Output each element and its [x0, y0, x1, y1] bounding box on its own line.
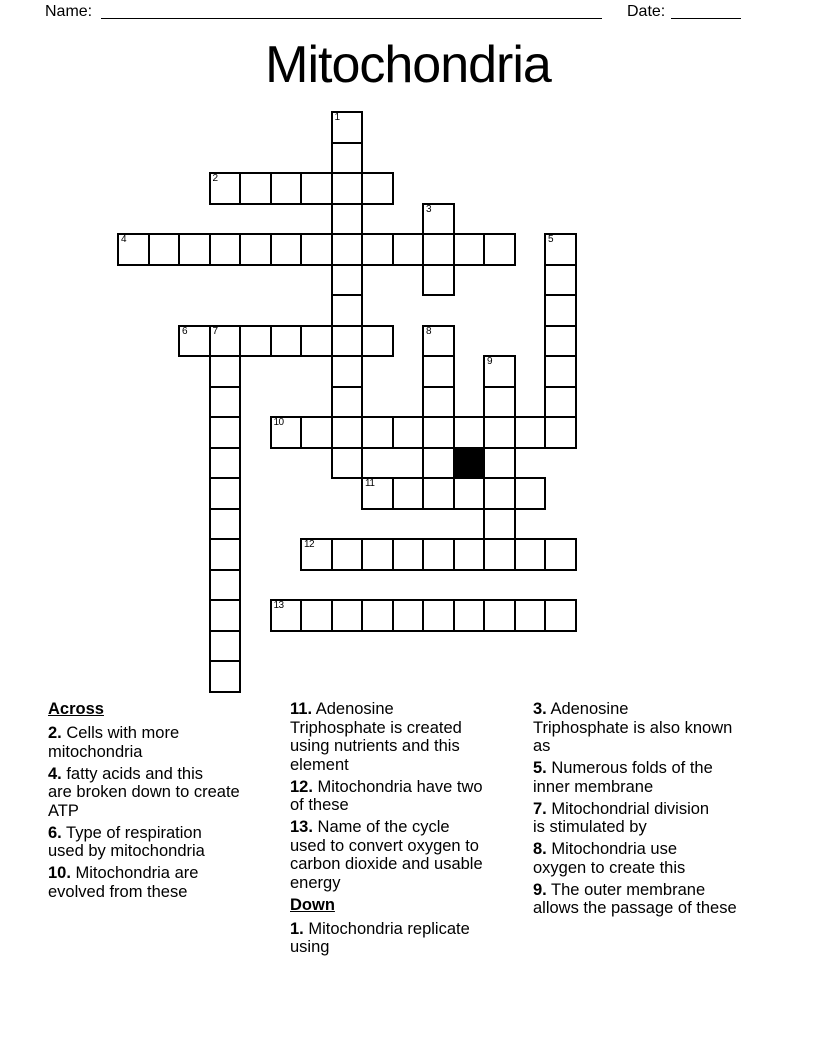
- grid-cell[interactable]: [209, 447, 242, 480]
- clue-number-label: 10.: [48, 864, 71, 882]
- grid-cell[interactable]: [331, 538, 364, 571]
- grid-cell[interactable]: [148, 233, 181, 266]
- grid-cell[interactable]: [300, 233, 333, 266]
- grid-cell[interactable]: [209, 416, 242, 449]
- grid-cell[interactable]: [331, 203, 364, 236]
- grid-cell[interactable]: [422, 233, 455, 266]
- grid-cell[interactable]: [331, 264, 364, 297]
- clue-number: 1: [334, 112, 340, 123]
- grid-cell[interactable]: [117, 233, 150, 266]
- clue-number: 9: [487, 356, 493, 367]
- grid-cell[interactable]: [331, 172, 364, 205]
- grid-cell[interactable]: [483, 599, 516, 632]
- grid-cell[interactable]: [392, 477, 425, 510]
- clue-column-3: [533, 700, 777, 921]
- clue: 5. Numerous folds of the inner membrane: [533, 759, 713, 796]
- grid-cell[interactable]: [209, 325, 242, 358]
- grid-cell[interactable]: [209, 508, 242, 541]
- grid-cell[interactable]: [483, 477, 516, 510]
- clue-number: 12: [304, 539, 315, 550]
- grid-cell[interactable]: [300, 416, 333, 449]
- grid-cell[interactable]: [178, 233, 211, 266]
- clue-number-label: 4.: [48, 764, 62, 783]
- clue-number: 10: [273, 417, 284, 428]
- grid-cell[interactable]: [178, 325, 211, 358]
- clue: 7. Mitochondrial division is stimulated by: [533, 799, 710, 836]
- grid-cell[interactable]: [514, 538, 547, 571]
- grid-cell[interactable]: [209, 233, 242, 266]
- grid-cell[interactable]: [361, 599, 394, 632]
- clue: 8. Mitochondria use oxygen to create this: [533, 840, 686, 877]
- clue-column-1: [48, 700, 292, 905]
- grid-cell[interactable]: [422, 599, 455, 632]
- grid-cell[interactable]: [239, 325, 272, 358]
- clue: 6. Type of respiration used by mitochondria: [48, 823, 205, 860]
- grid-cell[interactable]: [331, 599, 364, 632]
- clue: 9. The outer membrane allows the passage of these: [533, 880, 737, 917]
- date-label: Date:: [627, 3, 666, 20]
- grid-cell-blocked: [453, 447, 486, 480]
- clue-number-label: 3.: [533, 700, 547, 718]
- grid-cell[interactable]: [483, 447, 516, 480]
- grid-cell[interactable]: [209, 538, 242, 571]
- clue-number-label: 11.: [290, 700, 313, 718]
- clue: 4. fatty acids and this are broken down to create ATP: [48, 764, 240, 820]
- grid-cell[interactable]: [331, 325, 364, 358]
- clue-number-label: 7.: [533, 799, 547, 818]
- grid-cell[interactable]: [270, 599, 303, 632]
- grid-cell[interactable]: [361, 477, 394, 510]
- clue: 12. Mitochondria have two of these: [290, 777, 483, 814]
- grid-cell[interactable]: [300, 325, 333, 358]
- grid-cell[interactable]: [453, 416, 486, 449]
- grid-cell[interactable]: [331, 294, 364, 327]
- grid-cell[interactable]: [361, 416, 394, 449]
- clue-number-label: 6.: [48, 823, 62, 842]
- grid-cell[interactable]: [239, 233, 272, 266]
- grid-cell[interactable]: [483, 508, 516, 541]
- grid-cell[interactable]: [331, 386, 364, 419]
- clue-column-2: [290, 700, 534, 960]
- clue: 2. Cells with more mitochondria: [48, 724, 180, 761]
- clue-number: 2: [212, 173, 218, 184]
- grid-cell[interactable]: [392, 416, 425, 449]
- grid-cell[interactable]: [209, 630, 242, 663]
- grid-cell[interactable]: [300, 538, 333, 571]
- grid-cell[interactable]: [209, 172, 242, 205]
- grid-cell[interactable]: [422, 325, 455, 358]
- grid-cell[interactable]: [422, 386, 455, 419]
- grid-cell[interactable]: [483, 386, 516, 419]
- clue-number-label: 2.: [48, 724, 62, 742]
- grid-cell[interactable]: [331, 142, 364, 175]
- grid-cell[interactable]: [209, 355, 242, 388]
- grid-cell[interactable]: [300, 599, 333, 632]
- clue-number-label: 9.: [533, 880, 547, 899]
- grid-cell[interactable]: [270, 416, 303, 449]
- grid-cell[interactable]: [544, 294, 577, 327]
- grid-cell[interactable]: [544, 599, 577, 632]
- grid-cell[interactable]: [392, 599, 425, 632]
- grid-cell[interactable]: [422, 416, 455, 449]
- grid-cell[interactable]: [514, 416, 547, 449]
- clue-number: 8: [426, 325, 432, 337]
- grid-cell[interactable]: [422, 447, 455, 480]
- grid-cell[interactable]: [209, 386, 242, 419]
- clue-number: 7: [212, 325, 218, 337]
- grid-cell[interactable]: [514, 599, 547, 632]
- clue-list-heading: Down: [290, 895, 335, 914]
- grid-cell[interactable]: [361, 233, 394, 266]
- grid-cell[interactable]: [422, 538, 455, 571]
- name-label: Name:: [45, 3, 93, 20]
- grid-cell[interactable]: [544, 264, 577, 297]
- grid-cell[interactable]: [453, 599, 486, 632]
- grid-cell[interactable]: [544, 538, 577, 571]
- clue: 13. Name of the cycle used to convert oxygen to carbon dioxide and usable energy: [290, 818, 483, 892]
- grid-cell[interactable]: [392, 538, 425, 571]
- clue: 11. Adenosine Triphosphate is created using nutrients and this element: [290, 700, 462, 774]
- grid-cell[interactable]: [544, 233, 577, 266]
- clue-number: 3: [426, 203, 432, 215]
- grid-cell[interactable]: [483, 355, 516, 388]
- clue-number: 6: [182, 325, 188, 337]
- grid-cell[interactable]: [239, 172, 272, 205]
- clue-number-label: 12.: [290, 777, 313, 796]
- grid-cell[interactable]: [453, 538, 486, 571]
- grid-cell[interactable]: [209, 660, 242, 693]
- grid-cell[interactable]: [544, 386, 577, 419]
- grid-cell[interactable]: [209, 569, 242, 602]
- grid-cell[interactable]: [453, 477, 486, 510]
- name-fill-in-line[interactable]: [101, 18, 602, 19]
- crossword-grid: [117, 111, 580, 694]
- grid-cell[interactable]: [270, 325, 303, 358]
- grid-cell[interactable]: [483, 233, 516, 266]
- page-title: Mitochondria: [265, 36, 551, 94]
- grid-cell[interactable]: [544, 355, 577, 388]
- grid-cell[interactable]: [300, 172, 333, 205]
- grid-cell[interactable]: [331, 447, 364, 480]
- grid-cell[interactable]: [331, 233, 364, 266]
- clue-number-label: 13.: [290, 818, 313, 836]
- clue: 1. Mitochondria replicate using: [290, 919, 470, 956]
- grid-cell[interactable]: [209, 599, 242, 632]
- grid-cell[interactable]: [361, 172, 394, 205]
- clue-number: 4: [121, 234, 127, 245]
- clue: 3. Adenosine Triphosphate is also known as: [533, 700, 733, 755]
- clue-number-label: 1.: [290, 919, 304, 938]
- grid-cell[interactable]: [483, 538, 516, 571]
- grid-cell[interactable]: [422, 203, 455, 236]
- grid-cell[interactable]: [392, 233, 425, 266]
- grid-cell[interactable]: [422, 477, 455, 510]
- clue-number: 13: [273, 600, 284, 611]
- grid-cell[interactable]: [331, 111, 364, 144]
- grid-cell[interactable]: [422, 355, 455, 388]
- clue: 10. Mitochondria are evolved from these: [48, 864, 199, 901]
- grid-cell[interactable]: [544, 325, 577, 358]
- grid-cell[interactable]: [361, 538, 394, 571]
- date-fill-in-line[interactable]: [671, 18, 741, 19]
- clue-number: 11: [365, 478, 375, 489]
- clue-number-label: 8.: [533, 840, 547, 858]
- grid-cell[interactable]: [422, 264, 455, 297]
- clue-list-heading: Across: [48, 700, 104, 718]
- clue-number: 5: [548, 234, 554, 245]
- grid-cell[interactable]: [331, 355, 364, 388]
- grid-cell[interactable]: [209, 477, 242, 510]
- grid-cell[interactable]: [544, 416, 577, 449]
- grid-cell[interactable]: [453, 233, 486, 266]
- grid-cell[interactable]: [514, 477, 547, 510]
- grid-cell[interactable]: [331, 416, 364, 449]
- grid-cell[interactable]: [361, 325, 394, 358]
- grid-cell[interactable]: [483, 416, 516, 449]
- grid-cell[interactable]: [270, 172, 303, 205]
- grid-cell[interactable]: [270, 233, 303, 266]
- clue-number-label: 5.: [533, 759, 547, 777]
